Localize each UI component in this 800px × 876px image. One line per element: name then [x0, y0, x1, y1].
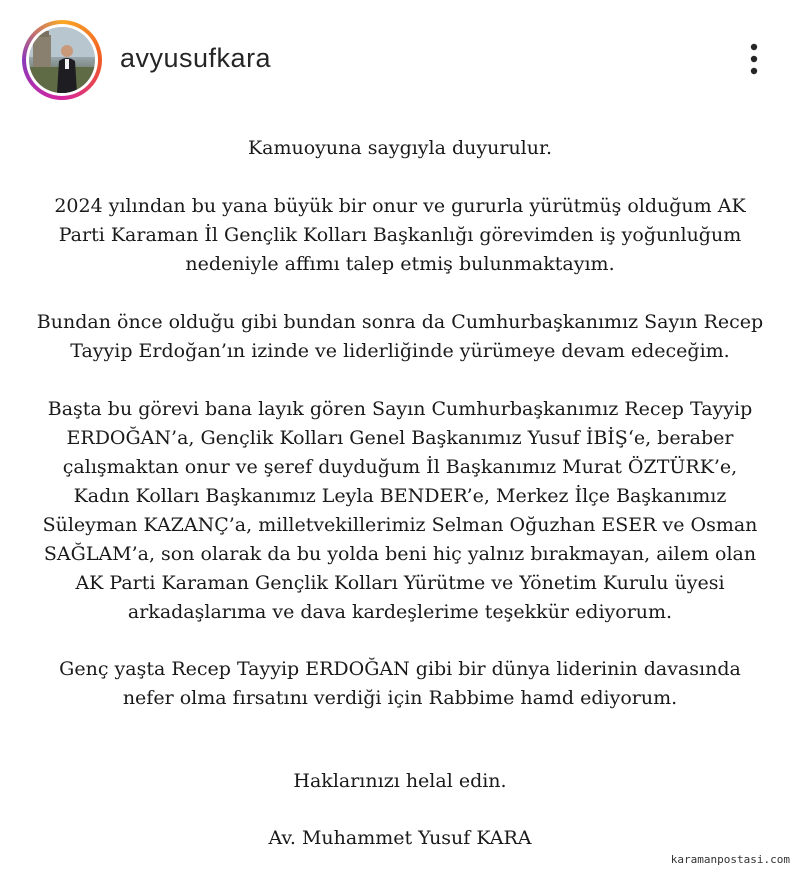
- story-ring[interactable]: [22, 20, 102, 100]
- watermark: karamanpostasi.com: [670, 853, 790, 866]
- more-vertical-icon[interactable]: [740, 40, 768, 80]
- post-header: [0, 0, 800, 118]
- post-closing: Haklarınızı helal edin.: [293, 770, 507, 792]
- post-paragraph-3: Başta bu görevi bana layık gören Sayın Cumhurbaşkanımız Recep Tayyip ERDOĞAN’a, Gençlik Kolları Genel Başkanımız Yusuf İBİŞ‘e, beraber çalışmaktan onur ve şeref duyduğum İl Başkanımız Murat ÖZTÜRK’e, Kadın Kolları Başkanımız Leyla BENDER’e, Merkez İlçe Başkanımız Süleyman KAZANÇ’a, milletvekillerimiz Selman Oğuzhan ESER ve Osman SAĞLAM’a, son olarak da bu yolda beni hiç yalnız bırakmayan, ailem olan AK Parti Karaman Gençlik Kolları Yürütme ve Yönetim Kurulu üyesi arkadaşlarıma ve dava kardeşlerime teşekkür ediyorum.: [42, 398, 758, 623]
- post-greeting: Kamuoyuna saygıyla duyurulur.: [247, 137, 553, 159]
- username[interactable]: avyusufkara: [120, 43, 272, 73]
- avatar-border: [26, 24, 98, 96]
- profile-photo-icon: [29, 27, 95, 93]
- post-paragraph-1: 2024 yılından bu yana büyük bir onur ve gururla yürütmüş olduğum AK Parti Karaman İl Gençlik Kolları Başkanlığı görevimden iş yoğunluğum nedeniyle affımı talep etmiş bulunmaktayım.: [54, 195, 746, 275]
- post-signature: Av. Muhammet Yusuf KARA: [268, 827, 532, 849]
- avatar[interactable]: [29, 27, 95, 93]
- post-paragraph-2: Bundan önce olduğu gibi bundan sonra da Cumhurbaşkanımız Sayın Recep Tayyip Erdoğan’ın izinde ve liderliğinde yürümeye devam edeceğim.: [36, 311, 764, 362]
- post-paragraph-4: Genç yaşta Recep Tayyip ERDOĞAN gibi bir dünya liderinin davasında nefer olma fırsatını verdiği için Rabbime hamd ediyorum.: [59, 658, 741, 709]
